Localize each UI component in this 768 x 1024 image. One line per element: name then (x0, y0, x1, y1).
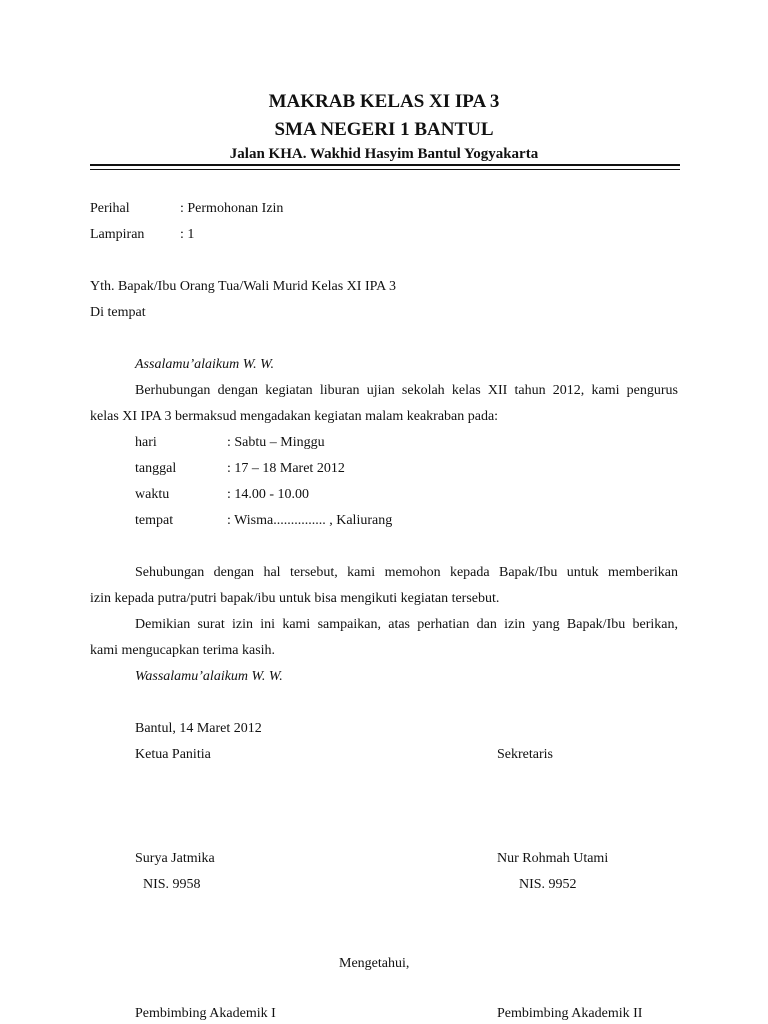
para2-line2: izin kepada putra/putri bapak/ibu untuk bisa mengikuti kegiatan tersebut. (90, 591, 500, 606)
advisor-1-title: Pembimbing Akademik I (135, 1006, 276, 1021)
detail-value-waktu: : 14.00 - 10.00 (227, 487, 310, 502)
letterhead-address: Jalan KHA. Wakhid Hasyim Bantul Yogyakarta (229, 146, 539, 162)
place-date: Bantul, 14 Maret 2012 (135, 721, 262, 736)
perihal-label: Perihal (90, 201, 130, 216)
detail-value-hari: : Sabtu – Minggu (227, 435, 325, 450)
right-signatory-name: Nur Rohmah Utami (497, 851, 609, 866)
advisor-2-title: Pembimbing Akademik II (497, 1006, 643, 1021)
lampiran-label: Lampiran (90, 227, 145, 242)
closing: Wassalamu’alaikum W. W. (135, 669, 283, 684)
detail-label-tempat: tempat (135, 513, 174, 528)
lampiran-value: : 1 (180, 227, 195, 242)
right-signatory-nis: NIS. 9952 (519, 877, 577, 892)
left-signatory-nis: NIS. 9958 (143, 877, 201, 892)
recipient-place: Di tempat (90, 305, 146, 320)
para3-line1: Demikian surat izin ini kami sampaikan, atas perhatian dan izin yang Bapak/Ibu berikan, (135, 617, 678, 632)
para3-line2: kami mengucapkan terima kasih. (90, 643, 276, 658)
para1-line2: kelas XI IPA 3 bermaksud mengadakan kegiatan malam keakraban pada: (90, 409, 499, 424)
detail-value-tanggal: : 17 – 18 Maret 2012 (227, 461, 345, 476)
left-signatory-name: Surya Jatmika (135, 851, 215, 866)
right-signatory-title: Sekretaris (497, 747, 553, 762)
greeting: Assalamu’alaikum W. W. (135, 357, 274, 372)
detail-label-tanggal: tanggal (135, 461, 177, 476)
acknowledged-label: Mengetahui, (339, 956, 410, 971)
letterhead-rule-thick (90, 164, 680, 166)
letterhead-rule-thin (90, 169, 680, 170)
perihal-value: : Permohonan Izin (180, 201, 284, 216)
detail-label-waktu: waktu (135, 487, 170, 502)
para2-line1: Sehubungan dengan hal tersebut, kami memohon kepada Bapak/Ibu untuk memberikan (135, 565, 678, 580)
letterhead-org: MAKRAB KELAS XI IPA 3 (268, 91, 500, 112)
detail-value-tempat: : Wisma............... , Kaliurang (227, 513, 393, 528)
left-signatory-title: Ketua Panitia (135, 747, 211, 762)
para1-line1: Berhubungan dengan kegiatan liburan ujian sekolah kelas XII tahun 2012, kami pengurus (135, 383, 678, 398)
recipient-line: Yth. Bapak/Ibu Orang Tua/Wali Murid Kelas XI IPA 3 (90, 279, 396, 294)
detail-label-hari: hari (135, 435, 157, 450)
letterhead-school: SMA NEGERI 1 BANTUL (274, 119, 494, 140)
